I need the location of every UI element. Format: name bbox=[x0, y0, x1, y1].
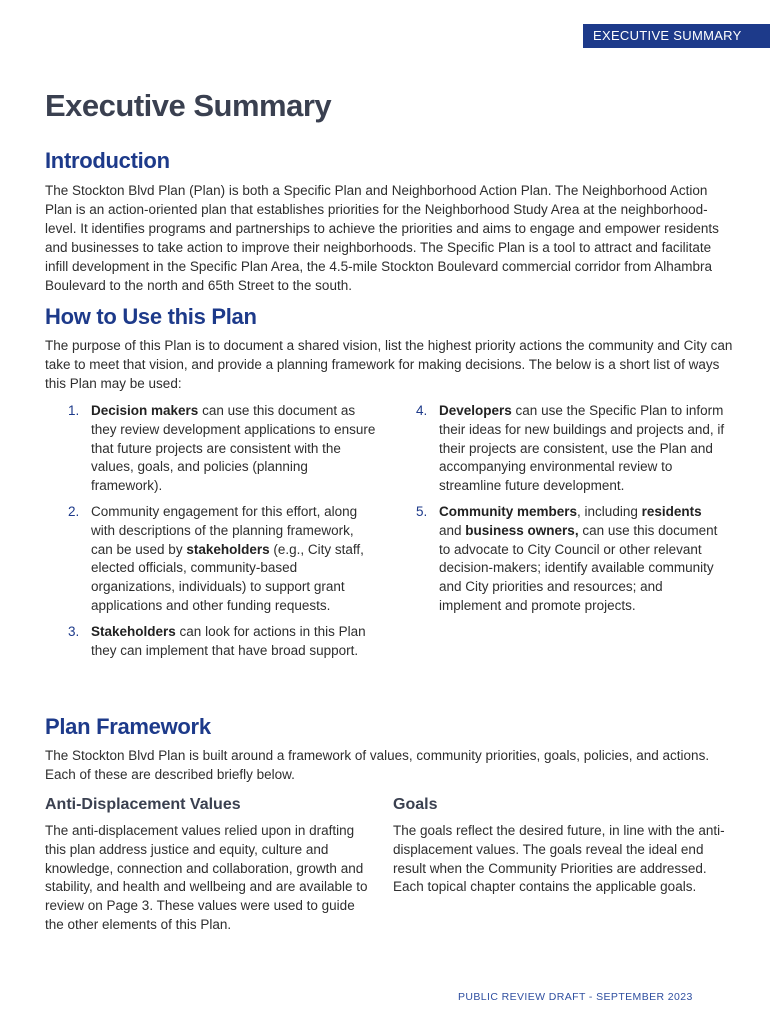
anti-displacement-heading: Anti-Displacement Values bbox=[45, 796, 241, 813]
plan-framework-heading: Plan Framework bbox=[45, 714, 211, 739]
list-item-bold: Decision makers bbox=[91, 403, 199, 418]
list-item bbox=[416, 503, 726, 616]
list-item-text: can use this document as they review development applications to ensure that future projects are consistent with the values, goals, and policies (planning framework). bbox=[91, 403, 376, 494]
list-item-bold: business owners, bbox=[465, 522, 579, 538]
anti-displacement-body: The anti-displacement values relied upon in drafting this plan address justice and equity, culture and knowledge, connection and collaboration, growth and stability, and health and wellbeing and are available to review on Page 3. These values were used to guide the other elements of this Plan. bbox=[45, 823, 368, 932]
introduction-heading: Introduction bbox=[45, 148, 170, 173]
list-item bbox=[68, 623, 378, 661]
usage-list-left bbox=[68, 402, 378, 660]
page-title: Executive Summary bbox=[45, 88, 332, 123]
list-item bbox=[68, 503, 378, 616]
list-item-text: and bbox=[439, 522, 466, 538]
list-item-bold: Community members bbox=[439, 503, 578, 519]
section-tag: EXECUTIVE SUMMARY bbox=[583, 24, 770, 48]
list-item-number: 5. bbox=[416, 503, 428, 519]
list-item-number: 4. bbox=[416, 403, 428, 418]
list-item-bold: Stakeholders bbox=[91, 623, 176, 639]
goals-body: The goals reflect the desired future, in line with the anti-displacement values. The goals reveal the ideal end result when the Community Priorities are addressed. Each topical chapter contains the applicable goals. bbox=[393, 823, 725, 895]
list-item-text: can look for actions in this Plan they can implement that have broad support. bbox=[91, 623, 366, 658]
list-item-text: , including bbox=[577, 503, 642, 519]
list-item-number: 3. bbox=[68, 623, 80, 639]
list-item-number: 1. bbox=[68, 403, 80, 418]
list-item-bold: residents bbox=[641, 503, 702, 519]
page-footer: PUBLIC REVIEW DRAFT - SEPTEMBER 2023 bbox=[458, 991, 693, 1003]
usage-list-right bbox=[416, 402, 726, 616]
list-item-text: Community engagement for this effort, along with descriptions of the planning framework, can be used by bbox=[91, 503, 358, 557]
how-to-use-body: The purpose of this Plan is to document a shared vision, list the highest priority actions the community and City can take to meet that vision, and provide a planning framework for making decisions. The below is a short list of ways this Plan may be used: bbox=[45, 338, 733, 391]
list-item-text: can use this document to advocate to City Council or other relevant decision-makers; identify available community and City priorities and resources; and implement and promote projects. bbox=[439, 522, 718, 613]
list-item bbox=[68, 402, 378, 496]
list-item-text: can use the Specific Plan to inform their ideas for new buildings and projects and, if their projects are consistent, use the Plan and accompanying environmental review to streamline future development. bbox=[439, 403, 725, 494]
list-item-number: 2. bbox=[68, 503, 80, 519]
how-to-use-heading: How to Use this Plan bbox=[45, 304, 257, 329]
list-item-bold: Developers bbox=[439, 403, 512, 418]
list-item bbox=[416, 402, 726, 496]
list-item-text: (e.g., City staff, elected officials, community-based organizations, individuals) to support grant applications and other funding requests. bbox=[91, 541, 364, 613]
plan-framework-body: The Stockton Blvd Plan is built around a framework of values, community priorities, goals, policies, and actions. Each of these are described briefly below. bbox=[45, 748, 710, 782]
introduction-body: The Stockton Blvd Plan (Plan) is both a Specific Plan and Neighborhood Action Plan. The Neighborhood Action Plan is an action-oriented plan that establishes priorities for the Neighborhood Study Area at the neighborhood-level. It identifies programs and partnerships to achieve the priorities and aims to engage and empower residents and businesses to take action to improve their neighborhoods. The Specific Plan is a tool to attract and facilitate infill development in the Specific Plan Area, the 4.5-mile Stockton Boulevard commercial corridor from Alhambra Boulevard to the north and 65th Street to the south. bbox=[45, 183, 719, 293]
list-item-bold: stakeholders bbox=[186, 541, 270, 557]
goals-heading: Goals bbox=[393, 796, 438, 813]
